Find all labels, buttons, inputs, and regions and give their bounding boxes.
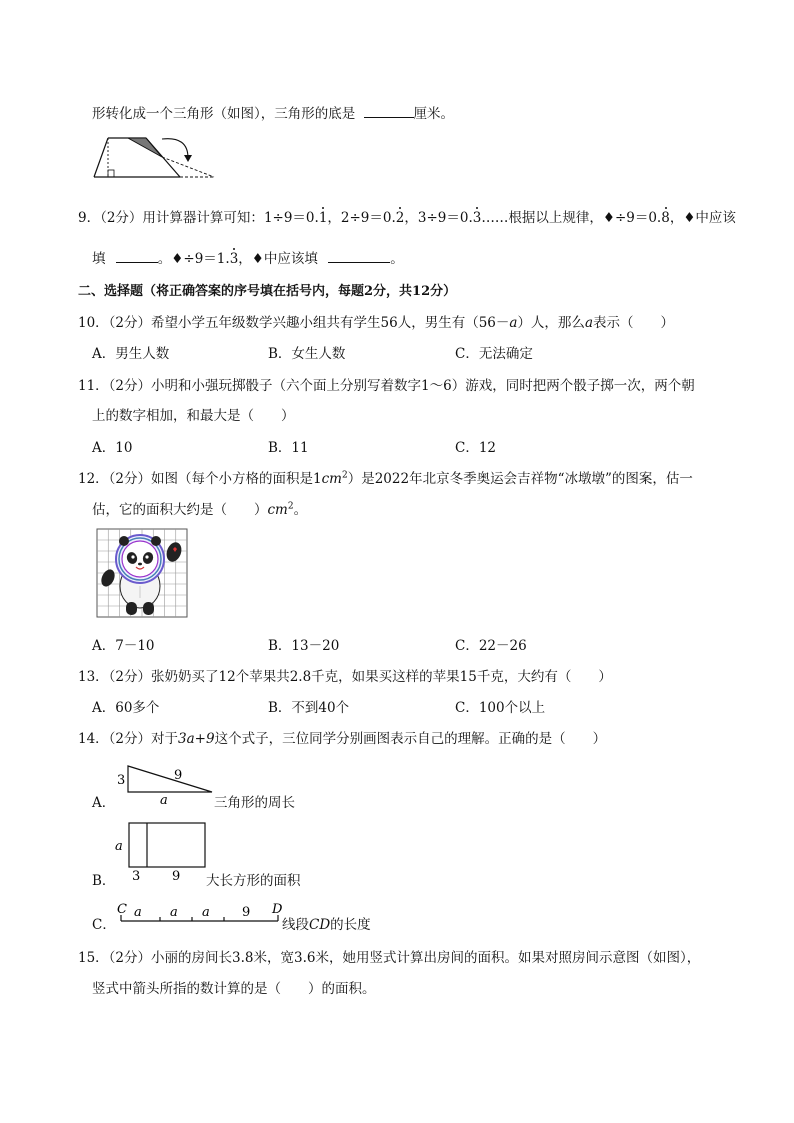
q12-option-a[interactable]: A．7－10 xyxy=(92,638,155,654)
q14-option-b-rectangle xyxy=(112,820,210,882)
svg-text:a: a xyxy=(202,905,210,920)
q11-stem-line1: 11．（2分）小明和小强玩掷骰子（六个面上分别写着数字1～6）游戏，同时把两个骰子掷一次，两个朝 xyxy=(78,378,695,394)
q9-answer-blank-2[interactable] xyxy=(328,250,390,263)
q11-option-a[interactable]: A．10 xyxy=(92,440,133,456)
svg-text:D: D xyxy=(272,902,283,917)
q13-option-b[interactable]: B．不到40个 xyxy=(268,700,350,716)
q14-option-c-desc: 线段CD的长度 xyxy=(282,917,371,933)
svg-text:C: C xyxy=(117,902,127,917)
svg-text:9: 9 xyxy=(172,869,181,882)
q11-option-c[interactable]: C．12 xyxy=(455,440,497,456)
q15-stem-line2: 竖式中箭头所指的数计算的是（ ）的面积。 xyxy=(92,981,376,997)
q13-stem: 13．（2分）张奶奶买了12个苹果共2.8千克，如果买这样的苹果15千克，大约有（ ） xyxy=(78,669,612,685)
q14-option-b-label[interactable]: B． xyxy=(92,873,116,889)
q8-answer-blank[interactable] xyxy=(364,105,414,118)
svg-text:3: 3 xyxy=(117,773,126,788)
q9-line2: 填 。♦÷9＝1.3，♦中应该填 。 xyxy=(92,251,404,267)
q9-answer-blank-1[interactable] xyxy=(116,250,158,263)
q12-stem-line1: 12．（2分）如图（每个小方格的面积是$1cm^2$）是2022年北京冬季奥运会吉祥物“冰墩墩”的图案，估一 xyxy=(78,470,693,487)
q10-option-b[interactable]: B．女生人数 xyxy=(268,346,346,362)
q10-stem: 10．（2分）希望小学五年级数学兴趣小组共有学生56人，男生有（56－a）人，那么a表示（ ） xyxy=(78,315,674,331)
svg-text:9: 9 xyxy=(242,905,251,920)
svg-text:a: a xyxy=(160,793,168,806)
q10-option-c[interactable]: C．无法确定 xyxy=(455,346,533,362)
q9-line1: 9．（2分）用计算器计算可知：1÷9＝0.1，2÷9＝0.2，3÷9＝0.3……根据以上规律，♦÷9＝0.8，♦中应该 xyxy=(78,210,736,226)
q11-stem-line2: 上的数字相加，和最大是（ ） xyxy=(92,408,295,424)
q12-stem-line2: 估，它的面积大约是（ ）$cm^2$。 xyxy=(92,501,308,518)
q10-option-a[interactable]: A．男生人数 xyxy=(92,346,170,362)
q14-stem: 14．（2分）对于3a+9这个式子，三位同学分别画图表示自己的理解。正确的是（ ） xyxy=(78,731,607,747)
q12-option-c[interactable]: C．22－26 xyxy=(455,638,527,654)
section-2-title: 二、选择题（将正确答案的序号填在括号内，每题2分，共12分） xyxy=(78,284,457,299)
q15-stem-line1: 15．（2分）小丽的房间长3.8米，宽3.6米，她用竖式计算出房间的面积。如果对照房间示意图（如图）， xyxy=(78,950,701,966)
q14-option-a-label[interactable]: A． xyxy=(92,795,116,811)
q12-option-b[interactable]: B．13－20 xyxy=(268,638,340,654)
q8-trapezoid-figure xyxy=(88,130,220,182)
q14-option-c-segment xyxy=(114,900,284,928)
q13-option-a[interactable]: A．60多个 xyxy=(92,700,160,716)
q14-option-b-desc: 大长方形的面积 xyxy=(206,873,301,889)
q14-option-a-triangle xyxy=(112,758,214,806)
svg-text:a: a xyxy=(134,905,142,920)
q8-line: 形转化成一个三角形（如图），三角形的底是 厘米。 xyxy=(92,106,455,122)
q13-option-c[interactable]: C．100个以上 xyxy=(455,700,546,716)
bing-dwen-dwen-grid-figure xyxy=(96,528,188,618)
svg-text:a: a xyxy=(115,839,123,854)
q14-option-a-desc: 三角形的周长 xyxy=(214,795,295,811)
svg-text:a: a xyxy=(170,905,178,920)
q11-option-b[interactable]: B．11 xyxy=(268,440,309,456)
svg-text:9: 9 xyxy=(174,768,183,783)
svg-text:3: 3 xyxy=(132,869,141,882)
q14-option-c-label[interactable]: C． xyxy=(92,917,116,933)
